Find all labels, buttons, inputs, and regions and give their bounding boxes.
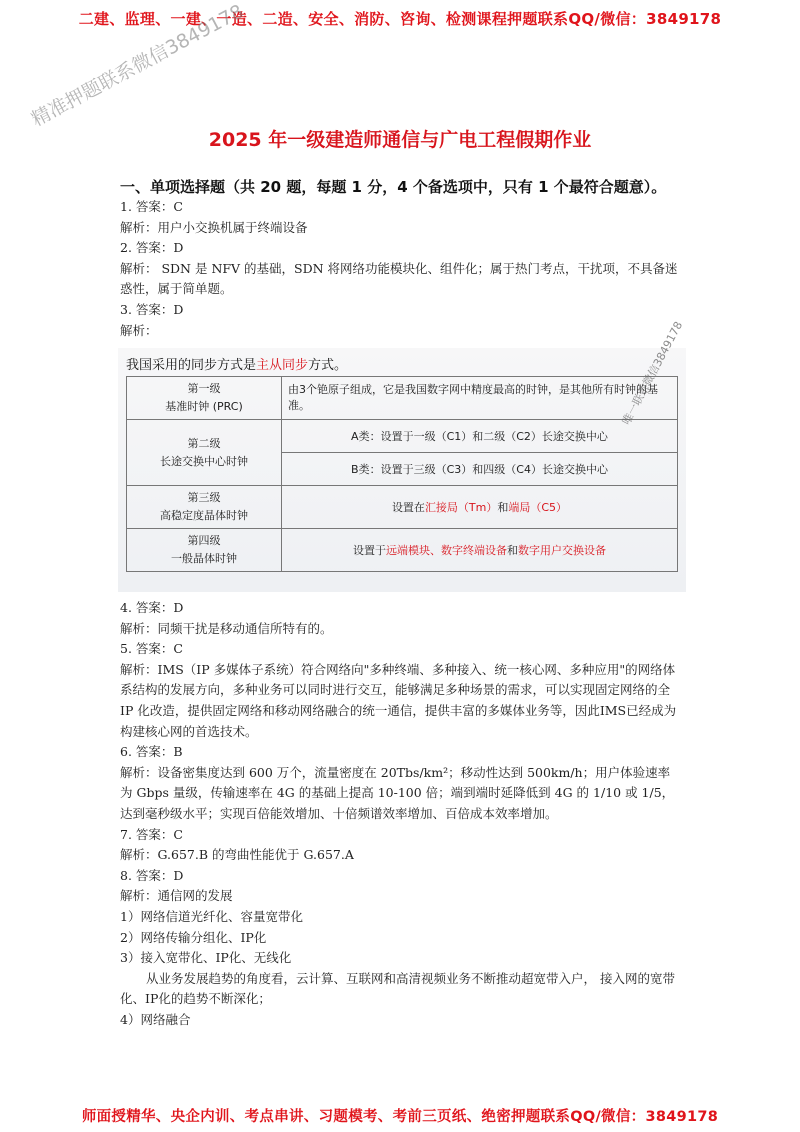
level-label: 第二级: [187, 436, 221, 450]
table-row: [127, 486, 678, 529]
desc-cell: [282, 529, 678, 572]
answer-line: 从业务发展趋势的角度看，云计算、互联网和高清视频业务不断推动超宽带入户， 接入网的宽带化、IP化的趋势不断深化；: [120, 970, 675, 1007]
answer-line: 8. 答案：D: [120, 867, 184, 883]
answer-line: 解析：通信网的发展: [120, 888, 233, 904]
answer-line: 解析： SDN 是 NFV 的基础，SDN 将网络功能模块化、组件化；属于热门考点，干扰项，不具备迷惑性，属于简单题。: [120, 260, 678, 297]
table-row: [127, 377, 678, 420]
answer-line: 1. 答案：C: [120, 199, 183, 214]
answer-line: 1）网络信道光纤化、容量宽带化: [120, 908, 303, 924]
clock-label: 一般晶体时钟: [171, 552, 237, 565]
desc-highlight: 远端模块、数字终端设备: [386, 544, 507, 557]
sync-table: [126, 376, 678, 572]
answer-line: 解析：: [120, 322, 158, 338]
watermark-figure: 唯一联系微信3849178: [619, 319, 686, 428]
table-row: [127, 420, 678, 453]
desc-highlight: 数字用户交换设备: [518, 544, 606, 557]
answers-part2: [120, 598, 680, 1030]
answer-line: 2. 答案：D: [120, 240, 184, 256]
answer-line: 5. 答案：C: [120, 641, 183, 657]
answer-line: 2）网络传输分组化、IP化: [120, 929, 267, 945]
caption-suffix: 方式。: [308, 358, 348, 373]
answer-line: 4. 答案：D: [120, 600, 184, 615]
level-label: 第四级: [187, 534, 221, 547]
answer-line: 解析：G.657.B 的弯曲性能优于 G.657.A: [120, 847, 354, 863]
clock-label: 长途交换中心时钟: [160, 454, 248, 468]
level-cell: [127, 420, 282, 486]
sync-figure: [118, 348, 686, 592]
answer-line: 7. 答案：C: [120, 826, 183, 842]
level-label: 第一级: [187, 382, 221, 395]
answer-line: 3. 答案：D: [120, 301, 184, 317]
level-cell: [127, 377, 282, 420]
desc-highlight: 端局（C5）: [508, 501, 568, 514]
desc-text: 设置于: [353, 544, 386, 557]
answer-line: 解析：IMS（IP 多媒体子系统）符合网络向"多种终端、多种接入、统一核心网、多种应用"的网络体系结构的发展方向，多种业务可以同时进行交互，能够满足多种场景的需求，可以实现固定网络的全IP 化改造，提供固定网络和移动网络融合的统一通信，提供丰富的多媒体业务等，因此IMS已经成为构建核心网的首选技术。: [120, 661, 677, 739]
desc-cell: B类：设置于三级（C3）和四级（C4）长途交换中心: [282, 453, 678, 486]
desc-text: 和: [497, 501, 509, 514]
header-banner: 二建、监理、一建、一造、二造、安全、消防、咨询、检测课程押题联系QQ/微信：3849178: [78, 10, 722, 28]
caption-highlight: 主从同步: [256, 358, 309, 373]
answers-part1: [120, 197, 680, 341]
desc-cell: A类：设置于一级（C1）和二级（C2）长途交换中心: [282, 420, 678, 453]
answer-line: 6. 答案：B: [120, 744, 183, 760]
footer-banner: 师面授精华、央企内训、考点串讲、习题模考、考前三页纸、绝密押题联系QQ/微信：3849178: [81, 1109, 719, 1125]
desc-cell: [282, 486, 678, 529]
answer-line: 解析：设备密集度达到 600 万个，流量密度在 20Tbs/km²；移动性达到 500km/h；用户体验速率为 Gbps 量级，传输速率在 4G 的基础上提高 10-100 倍；端到端时延降低到 4G 的 1/10 或 1/5，达到毫秒级水平；实现百倍能效增加、十倍频谱效率增加、百倍成本效率增加。: [120, 764, 675, 821]
level-cell: [127, 486, 282, 529]
clock-label: 基准时钟 (PRC): [165, 400, 243, 413]
section-heading: 一、单项选择题（共 20 题，每题 1 分，4 个备选项中，只有 1 个最符合题意）。: [120, 178, 667, 196]
desc-text: 设置在: [391, 501, 425, 514]
answer-line: 解析：同频干扰是移动通信所特有的。: [120, 620, 333, 636]
clock-label: 高稳定度晶体时钟: [160, 509, 248, 522]
table-row: [127, 529, 678, 572]
desc-text: 和: [507, 544, 518, 557]
answer-line: 4）网络融合: [120, 1011, 191, 1027]
sync-caption: [126, 354, 347, 373]
caption-prefix: 我国采用的同步方式是: [126, 358, 257, 373]
answer-line: 解析：用户小交换机属于终端设备: [120, 219, 308, 235]
level-cell: [127, 529, 282, 572]
watermark-top-left: 精准押题联系微信3849178: [27, 0, 248, 131]
desc-cell: 由3个铯原子组成，它是我国数字网中精度最高的时钟，是其他所有时钟的基准。: [282, 377, 678, 420]
desc-highlight: 汇接局（Tm）: [424, 501, 498, 514]
level-label: 第三级: [187, 491, 221, 504]
answer-line: 3）接入宽带化、IP化、无线化: [120, 950, 292, 966]
page-title: 2025 年一级建造师通信与广电工程假期作业: [208, 129, 592, 151]
